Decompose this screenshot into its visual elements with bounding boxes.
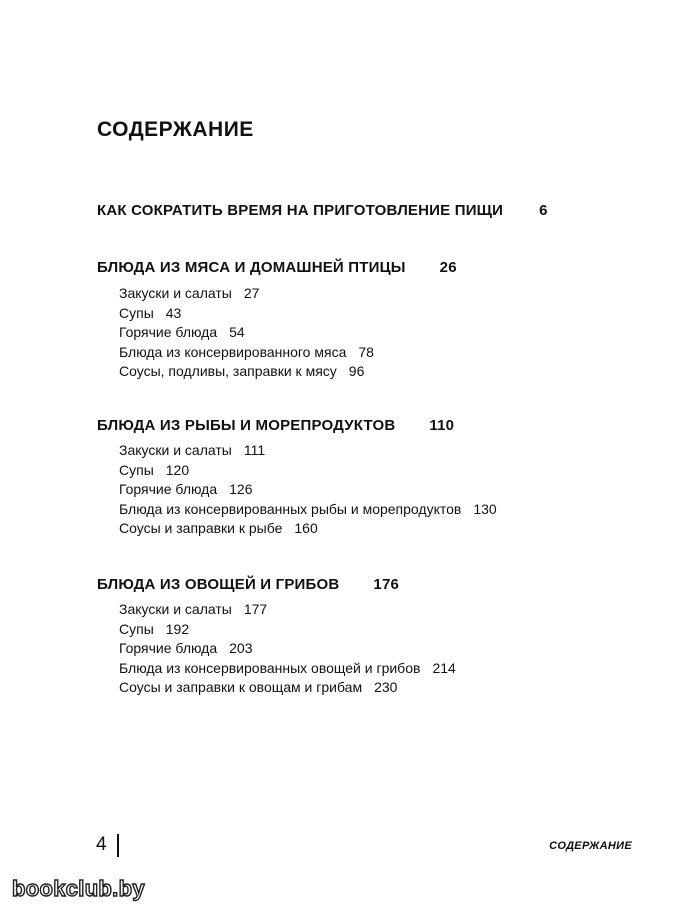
toc-sublist-fish bbox=[119, 441, 497, 539]
toc-item[interactable] bbox=[119, 480, 497, 500]
watermark: bookclub.by bbox=[12, 876, 145, 901]
toc-item-label: Горячие блюда bbox=[119, 640, 218, 656]
footer-divider bbox=[117, 834, 119, 857]
toc-item-label: Супы bbox=[119, 304, 154, 321]
toc-item-page: 120 bbox=[165, 461, 190, 478]
toc-section-label: БЛЮДА ИЗ РЫБЫ И МОРЕПРОДУКТОВ bbox=[97, 417, 396, 434]
toc-item[interactable] bbox=[119, 639, 456, 659]
toc-section-page: 176 bbox=[373, 576, 400, 593]
toc-item-label: Соусы и заправки к рыбе bbox=[119, 520, 283, 536]
toc-item[interactable] bbox=[119, 659, 456, 679]
toc-item[interactable] bbox=[119, 519, 497, 539]
toc-item-page: 214 bbox=[432, 659, 456, 676]
toc-item-label: Закуски и салаты bbox=[119, 442, 232, 458]
toc-entry-intro[interactable] bbox=[97, 202, 548, 219]
toc-entry-label: КАК СОКРАТИТЬ ВРЕМЯ НА ПРИГОТОВЛЕНИЕ ПИЩИ bbox=[97, 202, 504, 219]
toc-item-label: Блюда из консервированных рыбы и морепродуктов bbox=[119, 500, 462, 517]
toc-item-label: Закуски и салаты bbox=[119, 285, 232, 301]
toc-item-page: 54 bbox=[229, 324, 245, 340]
toc-item[interactable] bbox=[119, 284, 374, 304]
toc-item-label: Соусы и заправки к овощам и грибам bbox=[119, 679, 363, 695]
toc-sublist-vegetables bbox=[119, 600, 456, 698]
toc-item-page: 177 bbox=[243, 601, 268, 617]
toc-section-meat[interactable] bbox=[97, 259, 457, 276]
toc-item[interactable] bbox=[119, 600, 456, 620]
toc-item[interactable] bbox=[119, 362, 374, 382]
toc-section-label: БЛЮДА ИЗ МЯСА И ДОМАШНЕЙ ПТИЦЫ bbox=[97, 259, 406, 276]
toc-item-page: 126 bbox=[229, 481, 253, 497]
toc-item-page: 27 bbox=[243, 285, 260, 301]
toc-item[interactable] bbox=[119, 323, 374, 343]
toc-section-label: БЛЮДА ИЗ ОВОЩЕЙ И ГРИБОВ bbox=[97, 576, 340, 593]
toc-item-page: 192 bbox=[165, 620, 190, 637]
toc-item-label: Соусы, подливы, заправки к мясу bbox=[119, 363, 337, 379]
toc-sublist-meat bbox=[119, 284, 374, 382]
toc-item-page: 130 bbox=[473, 500, 497, 517]
toc-item-label: Горячие блюда bbox=[119, 324, 218, 340]
toc-section-page: 26 bbox=[439, 259, 457, 276]
toc-item[interactable] bbox=[119, 441, 497, 461]
toc-item[interactable] bbox=[119, 304, 374, 324]
toc-item-page: 96 bbox=[348, 363, 365, 379]
toc-item-page: 111 bbox=[243, 442, 266, 458]
footer-running-title: СОДЕРЖАНИЕ bbox=[549, 840, 632, 852]
toc-item-label: Супы bbox=[119, 620, 154, 637]
toc-item[interactable] bbox=[119, 678, 456, 698]
page-title: СОДЕРЖАНИЕ bbox=[97, 118, 254, 141]
toc-item-page: 43 bbox=[165, 304, 182, 321]
toc-section-vegetables[interactable] bbox=[97, 576, 399, 593]
toc-item-page: 203 bbox=[229, 640, 253, 656]
toc-item-label: Блюда из консервированного мяса bbox=[119, 343, 347, 360]
toc-item-page: 78 bbox=[358, 343, 374, 360]
toc-item[interactable] bbox=[119, 343, 374, 363]
toc-entry-page: 6 bbox=[539, 202, 548, 219]
toc-item-label: Закуски и салаты bbox=[119, 601, 232, 617]
toc-item-page: 160 bbox=[294, 520, 318, 536]
footer-page-number: 4 bbox=[96, 834, 107, 855]
toc-item[interactable] bbox=[119, 620, 456, 640]
toc-section-page: 110 bbox=[429, 417, 455, 434]
toc-item[interactable] bbox=[119, 461, 497, 481]
toc-item-page: 230 bbox=[374, 679, 398, 695]
toc-item[interactable] bbox=[119, 500, 497, 520]
toc-section-fish[interactable] bbox=[97, 417, 454, 434]
toc-item-label: Горячие блюда bbox=[119, 481, 218, 497]
toc-item-label: Супы bbox=[119, 461, 154, 478]
toc-item-label: Блюда из консервированных овощей и грибов bbox=[119, 659, 421, 676]
